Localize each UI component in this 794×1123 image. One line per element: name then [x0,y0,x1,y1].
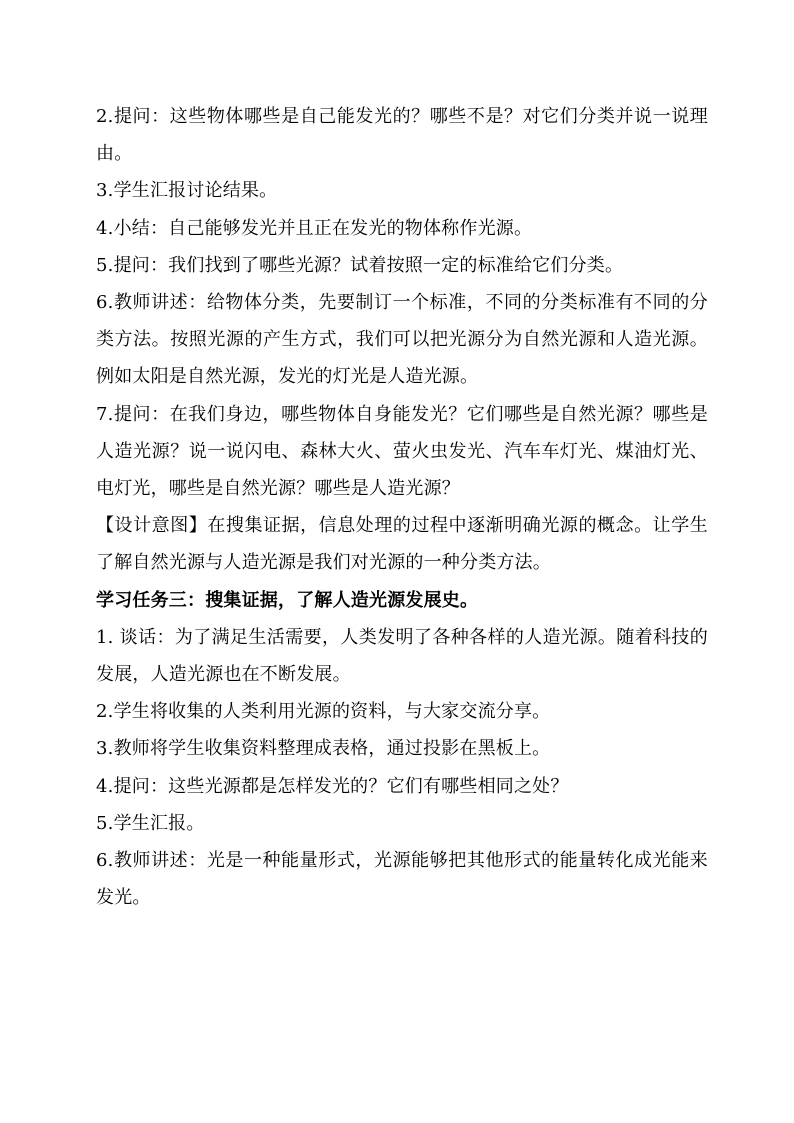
paragraph-design-intent: 【设计意图】在搜集证据，信息处理的过程中逐渐明确光源的概念。让学生了解自然光源与人造光源是我们对光源的一种分类方法。 [96,515,708,574]
paragraph-student-report: 5.学生汇报。 [96,812,205,834]
paragraph-question-classify-sources: 5.提问：我们找到了哪些光源？试着按照一定的标准给它们分类。 [96,254,624,276]
document-body [96,98,708,916]
paragraph-student-report-discussion: 3.学生汇报讨论结果。 [96,180,278,202]
paragraph-talk-artificial-light: 1. 谈话：为了满足生活需要，人类发明了各种各样的人造光源。随着科技的发展，人造光源也在不断发展。 [96,626,708,686]
paragraph-question-how-emit-light: 4.提问：这些光源都是怎样发光的？它们有哪些相同之处？ [96,775,569,797]
paragraph-students-share-materials: 2.学生将收集的人类利用光源的资料，与大家交流分享。 [96,701,551,723]
paragraph-teacher-organize-table: 3.教师将学生收集资料整理成表格，通过投影在黑板上。 [96,738,551,760]
paragraph-summary-light-source: 4.小结：自己能够发光并且正在发光的物体称作光源。 [96,217,533,239]
paragraph-teacher-explain-energy: 6.教师讲述：光是一种能量形式，光源能够把其他形式的能量转化成光能来发光。 [96,850,708,909]
paragraph-question-natural-artificial: 7.提问：在我们身边，哪些物体自身能发光？它们哪些是自然光源？哪些是人造光源？说一说闪电、森林大火、萤火虫发光、汽车车灯光、煤油灯光、电灯光，哪些是自然光源？哪些是人造光源？ [96,403,708,500]
section-heading-task-three: 学习任务三：搜集证据，了解人造光源发展史。 [96,589,479,611]
paragraph-question-self-luminous: 2.提问：这些物体哪些是自己能发光的？哪些不是？对它们分类并说一说理由。 [96,106,708,165]
paragraph-teacher-explain-classification: 6.教师讲述：给物体分类，先要制订一个标准，不同的分类标准有不同的分类方法。按照光源的产生方式，我们可以把光源分为自然光源和人造光源。例如太阳是自然光源，发光的灯光是人造光源。 [96,292,708,388]
